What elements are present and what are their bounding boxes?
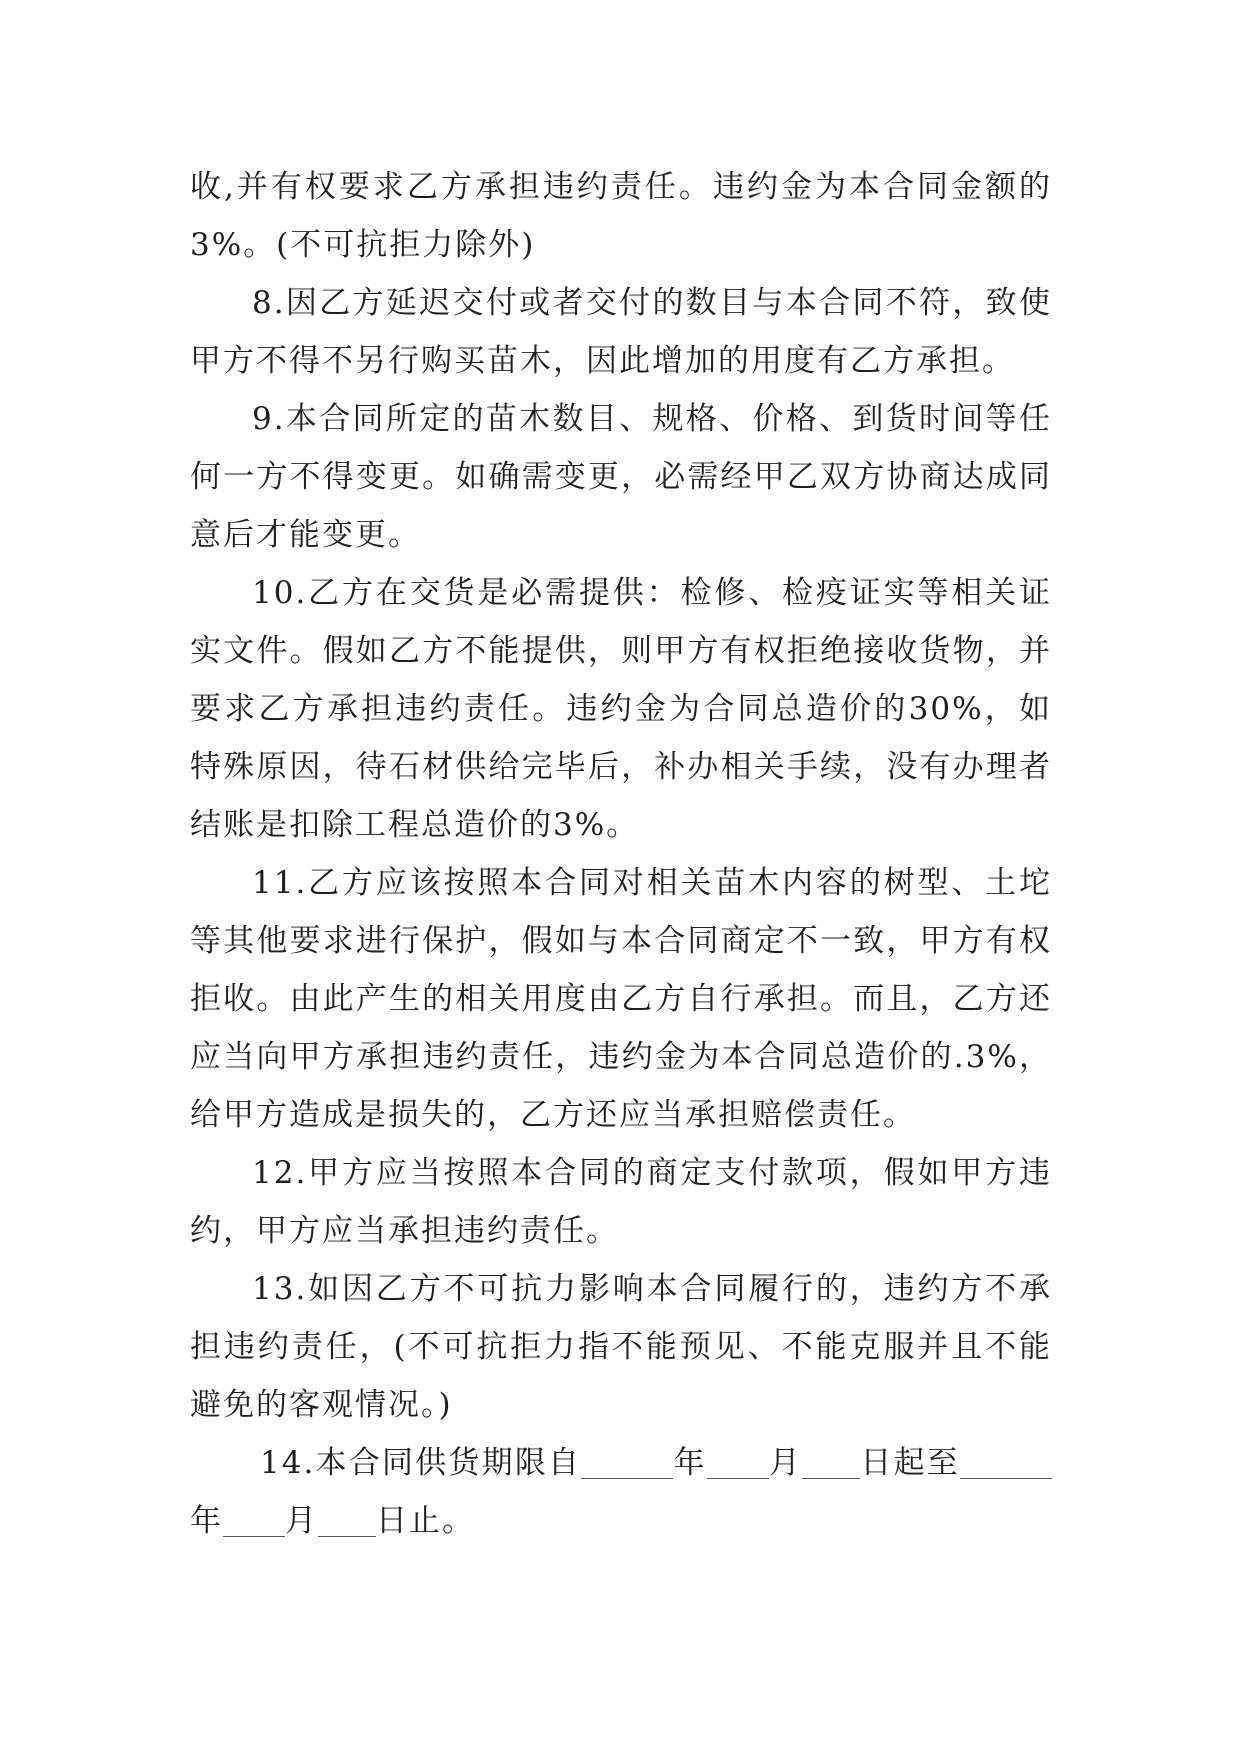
p14-day1: 日起至 (860, 1445, 961, 1481)
paragraph-13: 13.如因乙方不可抗力影响本合同履行的，违约方不承担违约责任，(不可抗拒力指不能预见、不能克服并且不能避免的客观情况。) (190, 1271, 1052, 1423)
p14-month1: 月 (768, 1445, 803, 1481)
blank-year-end (960, 1448, 1052, 1479)
p14-year2: 年 (190, 1503, 223, 1539)
p14-month2: 月 (285, 1503, 318, 1539)
blank-day-end (318, 1506, 376, 1537)
contract-text (190, 158, 1052, 1550)
blank-month-start (707, 1448, 769, 1479)
paragraph-9: 9.本合同所定的苗木数目、规格、价格、到货时间等任何一方不得变更。如确需变更，必需经甲乙双方协商达成同意后才能变更。 (190, 401, 1052, 553)
paragraph-11: 11.乙方应该按照本合同对相关苗木内容的树型、土坨等其他要求进行保护，假如与本合同商定不一致，甲方有权拒收。由此产生的相关用度由乙方自行承担。而且，乙方还应当向甲方承担违约责任，违约金为本合同总造价的.3%，给甲方造成是损失的，乙方还应当承担赔偿责任。 (190, 865, 1052, 1133)
paragraph-7-continued: 收,并有权要求乙方承担违约责任。违约金为本合同金额的3%。(不可抗拒力除外) (190, 169, 1052, 263)
paragraph-8: 8.因乙方延迟交付或者交付的数目与本合同不符，致使甲方不得不另行购买苗木，因此增加的用度有乙方承担。 (190, 285, 1052, 379)
paragraph-12: 12.甲方应当按照本合同的商定支付款项，假如甲方违约，甲方应当承担违约责任。 (190, 1155, 1052, 1249)
blank-month-end (223, 1506, 285, 1537)
p14-lead: 14.本合同供货期限自 (260, 1445, 582, 1481)
p14-day2: 日止。 (376, 1503, 475, 1539)
paragraph-14 (190, 1434, 1052, 1550)
p14-year1: 年 (673, 1445, 707, 1481)
paragraph-10: 10.乙方在交货是必需提供：检修、检疫证实等相关证实文件。假如乙方不能提供，则甲方有权拒绝接收货物，并要求乙方承担违约责任。违约金为合同总造价的30%，如特殊原因，待石材供给完毕后，补办相关手续，没有办理者结账是扣除工程总造价的3%。 (190, 575, 1052, 843)
blank-year-start (581, 1448, 673, 1479)
blank-day-start (802, 1448, 860, 1479)
